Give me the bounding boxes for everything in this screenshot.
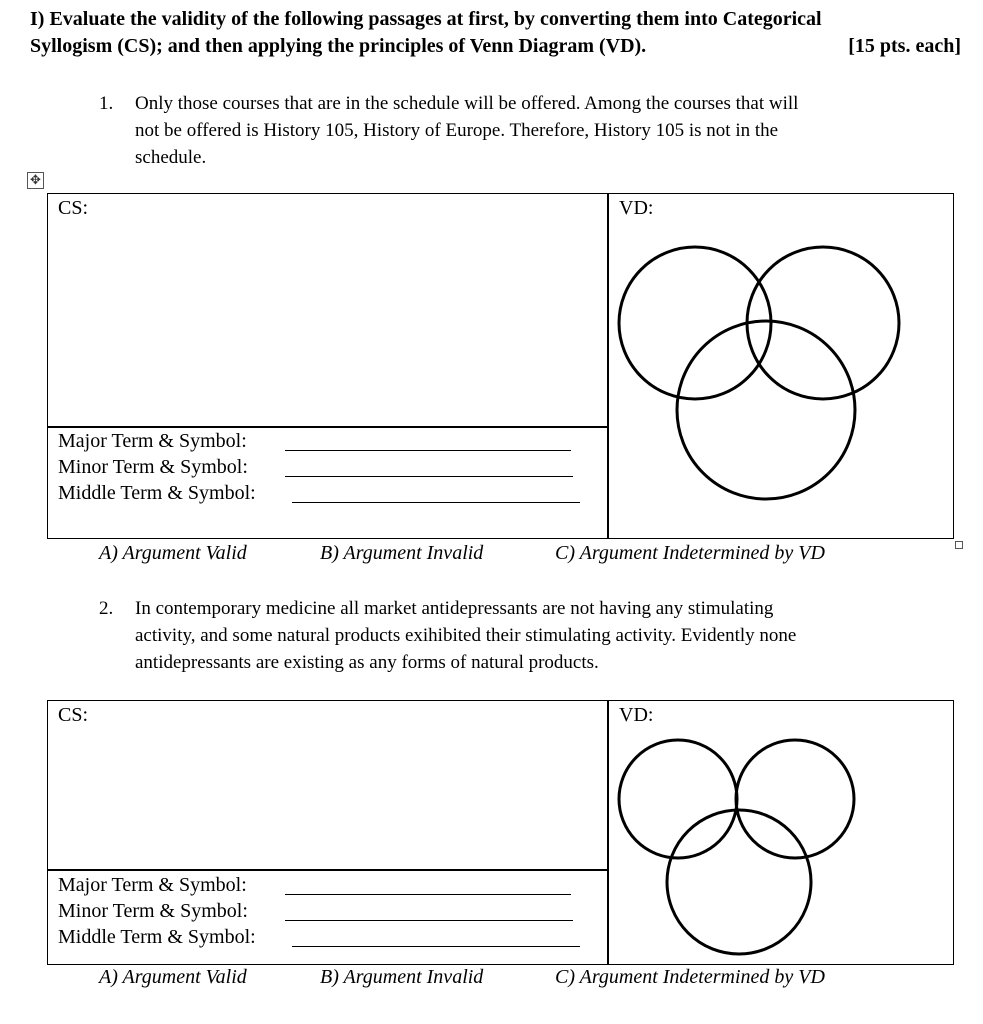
- minor-term-blank[interactable]: [285, 476, 573, 477]
- row-divider: [47, 869, 608, 871]
- cs-answer-area[interactable]: [49, 222, 605, 424]
- option-c: C) Argument Indetermined by VD: [555, 542, 825, 564]
- question-text: [135, 90, 945, 171]
- question-number: 1.: [99, 93, 114, 114]
- middle-term-blank[interactable]: [292, 502, 580, 503]
- major-term-label: Major Term & Symbol:: [58, 430, 247, 452]
- venn-diagram-2: [608, 730, 954, 964]
- option-c: C) Argument Indetermined by VD: [555, 966, 825, 988]
- move-handle-icon[interactable]: ✥: [27, 172, 44, 189]
- major-term-label: Major Term & Symbol:: [58, 874, 247, 896]
- venn-circle-left: [619, 740, 737, 858]
- question-2: [99, 595, 959, 676]
- question-1: [99, 90, 959, 171]
- major-term-blank[interactable]: [285, 450, 571, 451]
- cs-label: CS:: [58, 197, 89, 219]
- cs-answer-area[interactable]: [49, 729, 605, 867]
- venn-circle-right: [736, 740, 854, 858]
- question-line: Only those courses that are in the schedule will be offered. Among the courses that will: [135, 93, 799, 114]
- option-a: A) Argument Valid: [99, 542, 247, 564]
- minor-term-blank[interactable]: [285, 920, 573, 921]
- major-term-blank[interactable]: [285, 894, 571, 895]
- question-line: In contemporary medicine all market antidepressants are not having any stimulating: [135, 598, 774, 619]
- points-label: [15 pts. each]: [848, 35, 961, 57]
- cs-label: CS:: [58, 704, 89, 726]
- instructions-heading: [30, 6, 965, 60]
- heading-line-2: Syllogism (CS); and then applying the principles of Venn Diagram (VD).: [30, 35, 647, 57]
- venn-diagram-1: [608, 222, 954, 538]
- minor-term-label: Minor Term & Symbol:: [58, 900, 248, 922]
- vd-label: VD:: [619, 197, 654, 219]
- question-line: schedule.: [135, 147, 207, 168]
- question-line: activity, and some natural products exihibited their stimulating activity. Evidently none: [135, 625, 797, 646]
- middle-term-label: Middle Term & Symbol:: [58, 926, 256, 948]
- middle-term-label: Middle Term & Symbol:: [58, 482, 256, 504]
- option-a: A) Argument Valid: [99, 966, 247, 988]
- venn-circle-bottom: [667, 810, 811, 954]
- heading-line-1: I) Evaluate the validity of the following passages at first, by converting them into Categorical: [30, 8, 822, 30]
- option-b: B) Argument Invalid: [320, 966, 484, 988]
- resize-handle-icon[interactable]: [955, 541, 963, 549]
- question-line: antidepressants are existing as any forms of natural products.: [135, 652, 599, 673]
- vd-label: VD:: [619, 704, 654, 726]
- question-number: 2.: [99, 598, 114, 619]
- option-b: B) Argument Invalid: [320, 542, 484, 564]
- minor-term-label: Minor Term & Symbol:: [58, 456, 248, 478]
- question-text: [135, 595, 945, 676]
- middle-term-blank[interactable]: [292, 946, 580, 947]
- question-line: not be offered is History 105, History of Europe. Therefore, History 105 is not in the: [135, 120, 779, 141]
